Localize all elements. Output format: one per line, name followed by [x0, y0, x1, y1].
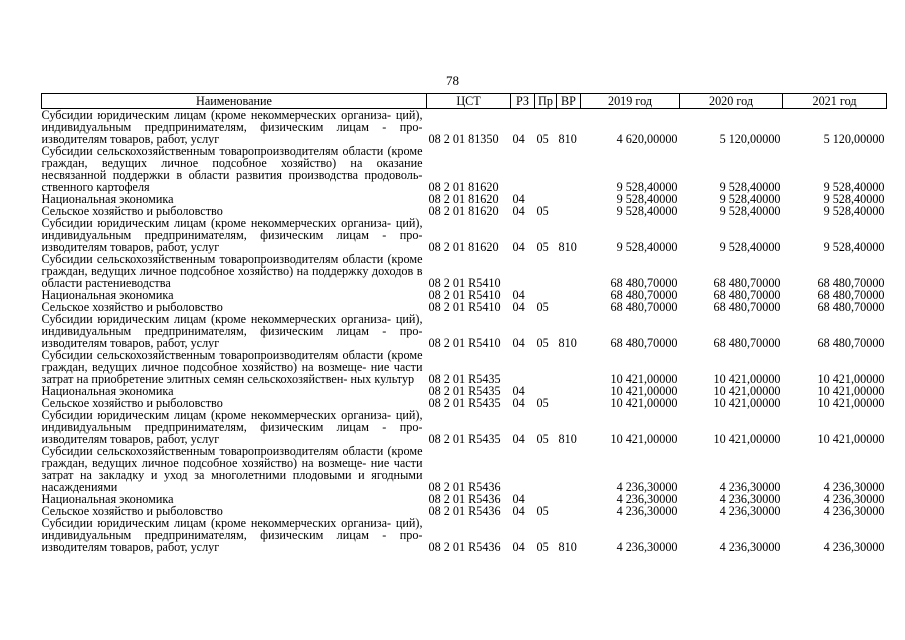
header-pr: Пр — [535, 94, 557, 109]
cell-2021: 68 480,70000 — [817, 288, 885, 302]
cell-2020: 68 480,70000 — [713, 336, 781, 350]
cell-name: Сельское хозяйство и рыболовство — [41, 396, 223, 410]
cell-2019: 4 620,00000 — [616, 132, 678, 146]
cell-2020: 9 528,40000 — [719, 192, 781, 206]
cell-vr — [557, 145, 581, 193]
cell-2020: 68 480,70000 — [713, 276, 781, 290]
cell-cst: 08 2 01 R5435 — [428, 372, 501, 386]
header-2019: 2019 год — [581, 94, 680, 109]
cell-2021: 9 528,40000 — [823, 204, 885, 218]
cell-vr: 810 — [558, 240, 577, 254]
cell-2019: 9 528,40000 — [616, 240, 678, 254]
cell-2020: 5 120,00000 — [719, 132, 781, 146]
table-row — [42, 445, 887, 493]
cell-vr — [557, 253, 581, 289]
cell-pr: 05 — [536, 432, 549, 446]
cell-rz: 04 — [512, 336, 525, 350]
cell-vr — [557, 289, 581, 301]
cell-cst: 08 2 01 81620 — [428, 192, 499, 206]
cell-pr: 05 — [536, 132, 549, 146]
cell-2021: 9 528,40000 — [823, 240, 885, 254]
table-body — [42, 109, 887, 554]
cell-2019: 4 236,30000 — [616, 480, 678, 494]
cell-pr — [535, 349, 557, 385]
cell-2020: 10 421,00000 — [713, 396, 781, 410]
cell-cst: 08 2 01 R5410 — [428, 300, 501, 314]
cell-2021: 10 421,00000 — [817, 372, 885, 386]
cell-vr: 810 — [558, 540, 577, 554]
table-header — [42, 94, 887, 109]
cell-pr: 05 — [536, 504, 549, 518]
cell-2021: 4 236,30000 — [823, 480, 885, 494]
table-row — [42, 109, 887, 146]
cell-2019: 68 480,70000 — [610, 336, 678, 350]
cell-name: Сельское хозяйство и рыболовство — [41, 504, 223, 518]
cell-name: Субсидии сельскохозяйственным товаропроизводителям области (кроме граждан, ведущих личное подсобное хозяйство) на возмеще- ние части затрат на приобретение элитных семян сельскохозяйствен- ных культур — [41, 348, 423, 386]
header-rz: РЗ — [511, 94, 535, 109]
cell-2019: 10 421,00000 — [610, 396, 678, 410]
cell-pr: 05 — [536, 300, 549, 314]
cell-vr — [557, 193, 581, 205]
cell-2021: 4 236,30000 — [823, 492, 885, 506]
cell-2019: 9 528,40000 — [616, 204, 678, 218]
cell-2020: 4 236,30000 — [719, 480, 781, 494]
cell-2020: 4 236,30000 — [719, 540, 781, 554]
header-2021: 2021 год — [783, 94, 887, 109]
cell-2020: 10 421,00000 — [713, 432, 781, 446]
cell-name: Национальная экономика — [41, 288, 174, 302]
cell-vr: 810 — [558, 132, 577, 146]
table-row — [42, 145, 887, 193]
cell-cst: 08 2 01 R5435 — [428, 396, 501, 410]
cell-2020: 4 236,30000 — [719, 492, 781, 506]
cell-rz: 04 — [512, 540, 525, 554]
cell-cst: 08 2 01 R5410 — [428, 288, 501, 302]
cell-pr: 05 — [536, 396, 549, 410]
header-row — [42, 94, 887, 109]
cell-2019: 4 236,30000 — [616, 492, 678, 506]
cell-2021: 5 120,00000 — [823, 132, 885, 146]
cell-cst: 08 2 01 R5436 — [428, 504, 501, 518]
cell-cst: 08 2 01 R5410 — [428, 276, 501, 290]
header-2020: 2020 год — [680, 94, 783, 109]
cell-2019: 68 480,70000 — [610, 300, 678, 314]
header-cst: ЦСТ — [427, 94, 511, 109]
cell-rz: 04 — [512, 132, 525, 146]
cell-name: Сельское хозяйство и рыболовство — [41, 300, 223, 314]
cell-cst: 08 2 01 R5436 — [428, 492, 501, 506]
table-row — [42, 313, 887, 349]
cell-pr — [535, 445, 557, 493]
cell-2020: 9 528,40000 — [719, 240, 781, 254]
cell-2020: 68 480,70000 — [713, 288, 781, 302]
header-name: Наименование — [42, 94, 427, 109]
cell-rz — [511, 145, 535, 193]
cell-name: Субсидии юридическим лицам (кроме некоммерческих организа- ций), индивидуальным предпринимателям, физическим лицам - про- изводителям товаров, работ, услуг — [41, 216, 423, 254]
cell-vr — [557, 445, 581, 493]
cell-2020: 9 528,40000 — [719, 180, 781, 194]
page-number: 78 — [446, 73, 459, 88]
cell-pr — [535, 145, 557, 193]
cell-2019: 4 236,30000 — [616, 504, 678, 518]
cell-vr — [557, 205, 581, 217]
cell-pr: 05 — [536, 204, 549, 218]
cell-vr — [557, 301, 581, 313]
cell-rz: 04 — [512, 396, 525, 410]
cell-2019: 10 421,00000 — [610, 384, 678, 398]
cell-2020: 68 480,70000 — [713, 300, 781, 314]
cell-cst: 08 2 01 R5410 — [428, 336, 501, 350]
cell-rz: 04 — [512, 432, 525, 446]
cell-cst: 08 2 01 81350 — [428, 132, 499, 146]
cell-vr — [557, 349, 581, 385]
cell-rz — [511, 349, 535, 385]
cell-rz: 04 — [512, 492, 525, 506]
cell-rz: 04 — [512, 204, 525, 218]
cell-name: Национальная экономика — [41, 384, 174, 398]
cell-rz — [511, 445, 535, 493]
cell-cst: 08 2 01 81620 — [428, 180, 499, 194]
cell-rz — [511, 253, 535, 289]
cell-2019: 4 236,30000 — [616, 540, 678, 554]
cell-2019: 10 421,00000 — [610, 432, 678, 446]
cell-vr: 810 — [558, 336, 577, 350]
cell-rz: 04 — [512, 288, 525, 302]
cell-vr: 810 — [558, 432, 577, 446]
cell-pr — [535, 253, 557, 289]
table-row — [42, 349, 887, 385]
cell-vr — [557, 505, 581, 517]
header-vr: ВР — [557, 94, 581, 109]
cell-cst: 08 2 01 81620 — [428, 204, 499, 218]
cell-name: Субсидии сельскохозяйственным товаропроизводителям области (кроме граждан, ведущих личное подсобное хозяйство) на возмеще- ние части затрат на закладку и уход за многолетними плодовыми и ягодными насаждениями — [41, 444, 423, 494]
cell-cst: 08 2 01 R5436 — [428, 480, 501, 494]
cell-2019: 9 528,40000 — [616, 180, 678, 194]
cell-cst: 08 2 01 R5436 — [428, 540, 501, 554]
cell-name: Сельское хозяйство и рыболовство — [41, 204, 223, 218]
cell-2019: 10 421,00000 — [610, 372, 678, 386]
cell-name: Субсидии юридическим лицам (кроме некоммерческих организа- ций), индивидуальным предпринимателям, физическим лицам - про- изводителям товаров, работ, услуг — [41, 516, 423, 554]
cell-pr: 05 — [536, 540, 549, 554]
cell-2021: 10 421,00000 — [817, 396, 885, 410]
cell-pr: 05 — [536, 240, 549, 254]
cell-name: Национальная экономика — [41, 192, 174, 206]
cell-rz: 04 — [512, 504, 525, 518]
cell-rz: 04 — [512, 384, 525, 398]
cell-2019: 68 480,70000 — [610, 288, 678, 302]
cell-2021: 4 236,30000 — [823, 540, 885, 554]
cell-name: Субсидии сельскохозяйственным товаропроизводителям области (кроме граждан, ведущих личное подсобное хозяйство) на поддержку доходов в области растениеводства — [41, 252, 423, 290]
cell-rz: 04 — [512, 192, 525, 206]
table-row — [42, 409, 887, 445]
cell-name: Национальная экономика — [41, 492, 174, 506]
cell-vr — [557, 493, 581, 505]
cell-2021: 10 421,00000 — [817, 384, 885, 398]
cell-2020: 9 528,40000 — [719, 204, 781, 218]
cell-2020: 10 421,00000 — [713, 384, 781, 398]
table-row — [42, 517, 887, 553]
cell-2021: 68 480,70000 — [817, 336, 885, 350]
cell-name: Субсидии юридическим лицам (кроме некоммерческих организа- ций), индивидуальным предпринимателям, физическим лицам - про- изводителям товаров, работ, услуг — [41, 312, 423, 350]
cell-rz: 04 — [512, 300, 525, 314]
cell-pr: 05 — [536, 336, 549, 350]
cell-rz: 04 — [512, 240, 525, 254]
cell-2021: 9 528,40000 — [823, 180, 885, 194]
cell-vr — [557, 397, 581, 409]
cell-2019: 68 480,70000 — [610, 276, 678, 290]
cell-2020: 10 421,00000 — [713, 372, 781, 386]
cell-2019: 9 528,40000 — [616, 192, 678, 206]
cell-2020: 4 236,30000 — [719, 504, 781, 518]
cell-2021: 9 528,40000 — [823, 192, 885, 206]
cell-name: Субсидии сельскохозяйственным товаропроизводителям области (кроме граждан, ведущих личное подсобное хозяйство) на оказание несвязанной поддержки в области развития производства продоволь- ственного картофеля — [41, 144, 423, 194]
cell-2021: 68 480,70000 — [817, 300, 885, 314]
budget-table — [41, 93, 887, 553]
cell-2021: 68 480,70000 — [817, 276, 885, 290]
cell-cst: 08 2 01 R5435 — [428, 432, 501, 446]
cell-cst: 08 2 01 81620 — [428, 240, 499, 254]
cell-vr — [557, 385, 581, 397]
cell-name: Субсидии юридическим лицам (кроме некоммерческих организа- ций), индивидуальным предпринимателям, физическим лицам - про- изводителям товаров, работ, услуг — [41, 408, 423, 446]
cell-cst: 08 2 01 R5435 — [428, 384, 501, 398]
cell-2021: 4 236,30000 — [823, 504, 885, 518]
table-row — [42, 217, 887, 253]
table-row — [42, 253, 887, 289]
cell-name: Субсидии юридическим лицам (кроме некоммерческих организа- ций), индивидуальным предпринимателям, физическим лицам - про- изводителям товаров, работ, услуг — [41, 108, 423, 146]
cell-2021: 10 421,00000 — [817, 432, 885, 446]
